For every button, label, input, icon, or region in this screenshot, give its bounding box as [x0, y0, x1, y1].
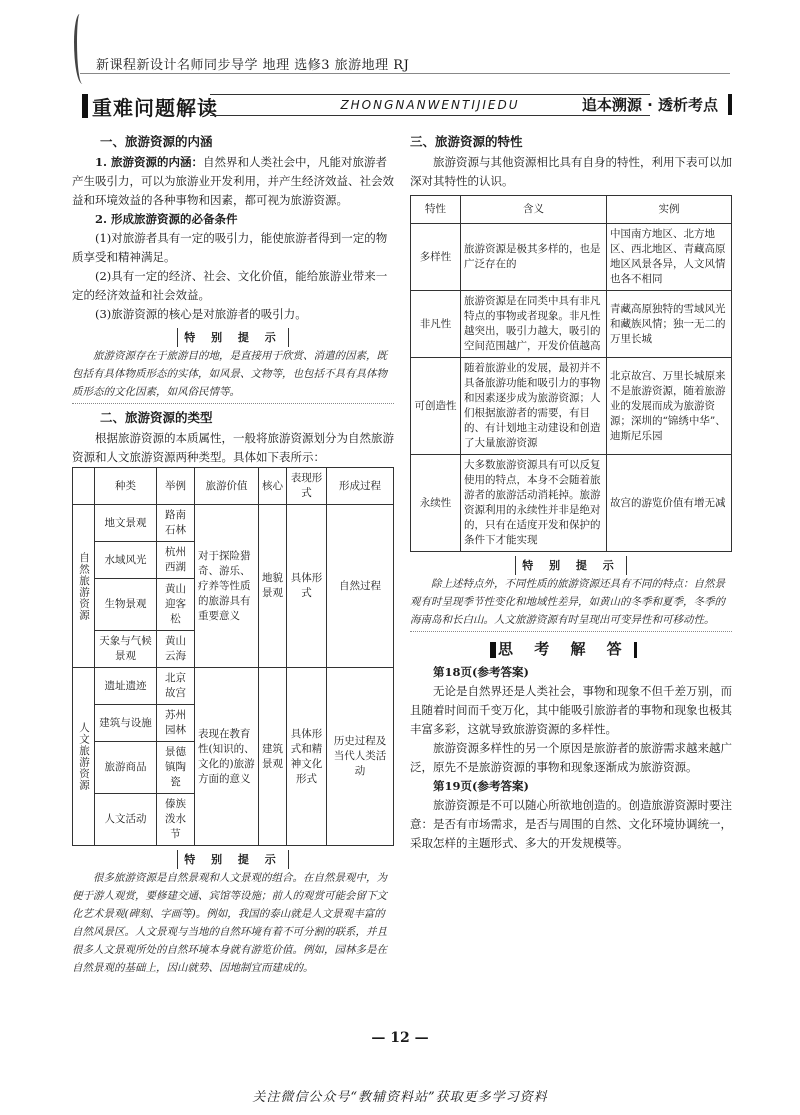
section-banner [82, 92, 732, 120]
section-1-para [72, 153, 394, 210]
table-header: 表现形式 [287, 468, 327, 505]
note-heading [72, 850, 394, 869]
table-cell: 地文景观 [95, 505, 157, 542]
heading-end-bar [634, 642, 637, 658]
table-corner [73, 468, 95, 505]
table-cell: 杭州西湖 [157, 542, 195, 579]
table-cell: 具体形式和精神文化形式 [287, 668, 327, 846]
table-header: 含义 [461, 196, 607, 224]
table-row [411, 358, 732, 455]
section-2-para: 根据旅游资源的本质属性，一般将旅游资源划分为自然旅游资源和人文旅游资源两种类型。具体如下表所示： [72, 431, 394, 464]
table-header: 核心 [259, 468, 287, 505]
note-text-3: 除上述特点外，不同性质的旅游资源还具有不同的特点：自然景观有时呈现季节性变化和地域性差异，如黄山的冬季和夏季，冬季的海南岛和长白山。人文旅游资源有时呈现出可变异性和可移动性。 [410, 575, 732, 632]
group-natural-label: 自然旅游资源 [78, 551, 90, 621]
banner-bar [82, 94, 88, 118]
table-cell: 随着旅游业的发展，最初并不具备旅游功能和吸引力的事物和因素逐步成为旅游资源；人们根据旅游者的需要，有目的、有计划地主动建设和创造了大量旅游资源 [461, 358, 607, 455]
table-cell: 可创造性 [411, 358, 461, 455]
table-cell: 旅游商品 [95, 742, 157, 794]
section-3-para: 旅游资源与其他资源相比具有自身的特性，利用下表可以加深对其特性的认识。 [410, 155, 732, 188]
footer-note: 关注微信公众号“教辅资料站”获取更多学习资料 [252, 1090, 548, 1105]
s1-condition-2: (2)具有一定的经济、社会、文化价值，能给旅游业带来一定的经济效益和社会效益。 [72, 269, 388, 302]
note-heading [72, 328, 394, 347]
table-header-row [411, 196, 732, 224]
banner-pinyin: ZHONGNANWENTIJIEDU [210, 94, 650, 116]
table-header: 举例 [157, 468, 195, 505]
banner-title: 重难问题解读 [92, 96, 218, 120]
table-cell: 黄山云海 [157, 631, 195, 668]
note-label: 特 别 提 示 [177, 850, 289, 869]
table-cell: 青藏高原独特的雪域风光和藏族风情；独一无二的万里长城 [607, 291, 732, 358]
table-row [411, 455, 732, 552]
header-rule [80, 73, 730, 74]
table-cell: 遗址遗迹 [95, 668, 157, 705]
table-cell: 故宫的游览价值有增无减 [607, 455, 732, 552]
table-cell: 人文活动 [95, 794, 157, 846]
table-cell: 中国南方地区、北方地区、西北地区、青藏高原地区风景各异，人文风情也各不相同 [607, 224, 732, 291]
table-header: 特性 [411, 196, 461, 224]
table-cell: 景德镇陶瓷 [157, 742, 195, 794]
table-cell: 历史过程及当代人类活动 [327, 668, 394, 846]
note-text-1: 旅游资源存在于旅游目的地，是直接用于欣赏、消遣的因素，既包括有具体物质形态的实体，如风景、文物等，也包括不具有具体物质形态的文化因素，如风俗民情等。 [72, 347, 394, 404]
table-cell: 旅游资源是在同类中具有非凡特点的事物或者现象。非凡性越突出，吸引力越大，吸引的空间范围越广，开发价值越高 [461, 291, 607, 358]
note-label: 特 别 提 示 [177, 328, 289, 347]
table-cell: 傣族泼水节 [157, 794, 195, 846]
note-label: 特 别 提 示 [515, 556, 627, 575]
group-cell-natural [73, 505, 95, 668]
section-1-title: 一、旅游资源的内涵 [100, 134, 213, 149]
p19-label: 第19页(参考答案) [433, 779, 529, 793]
s1-p1-label: 1. 旅游资源的内涵： [95, 155, 204, 169]
table-cell: 地貌景观 [259, 505, 287, 668]
page-number: — 12 — [371, 1030, 429, 1046]
table-row [73, 668, 394, 705]
heading-bar [490, 642, 496, 658]
table-cell: 多样性 [411, 224, 461, 291]
book-title: 新课程新设计名师同步导学 地理 选修3 旅游地理 RJ [96, 58, 410, 73]
table-row [73, 505, 394, 542]
table-cell: 自然过程 [327, 505, 394, 668]
table-header-row [73, 468, 394, 505]
table-header: 旅游价值 [195, 468, 259, 505]
table-cell: 建筑景观 [259, 668, 287, 846]
table-row [411, 291, 732, 358]
table-cell: 北京故宫 [157, 668, 195, 705]
table-cell: 具体形式 [287, 505, 327, 668]
p19-answer: 旅游资源是不可以随心所欲地创造的。创造旅游资源时要注意：是否有市场需求，是否与周围的自然、文化环境协调统一，采取怎样的主题形式、多大的开发规模等。 [410, 798, 732, 850]
table-row [411, 224, 732, 291]
section-3-title: 三、旅游资源的特性 [410, 134, 523, 149]
table-header: 种类 [95, 468, 157, 505]
table-cell: 黄山迎客松 [157, 579, 195, 631]
table-cell: 生物景观 [95, 579, 157, 631]
table-cell: 非凡性 [411, 291, 461, 358]
section-2-title: 二、旅游资源的类型 [100, 410, 213, 425]
table-cell: 旅游资源是极其多样的，也是广泛存在的 [461, 224, 607, 291]
group-cell-human [73, 668, 95, 846]
table-cell: 水域风光 [95, 542, 157, 579]
s1-p1-text: 自然界和人类社会中，凡能对旅游者产生吸引力，可以为旅游业开发利用，并产生经济效益、社会效益和环境效益的各种事物和因素，都可视为旅游资源。 [72, 155, 394, 207]
think-title: 思 考 解 答 [498, 640, 630, 658]
page-header [0, 0, 800, 80]
table-header: 实例 [607, 196, 732, 224]
table-cell: 表现在教育性(知识的、文化的)旅游方面的意义 [195, 668, 259, 846]
table-cell: 对于探险猎奇、游乐、疗养等性质的旅游具有重要意义 [195, 505, 259, 668]
table-cell: 永续性 [411, 455, 461, 552]
p18-label: 第18页(参考答案) [433, 665, 529, 679]
s1-condition-1: (1)对旅游者具有一定的吸引力，能使旅游者得到一定的物质享受和精神满足。 [72, 231, 388, 264]
banner-subtitle: 追本溯源 · 透析考点 [582, 94, 732, 115]
s1-condition-3: (3)旅游资源的核心是对旅游者的吸引力。 [95, 307, 307, 321]
table-cell: 北京故宫、万里长城原来不是旅游资源，随着旅游业的发展而成为旅游资源；深圳的“锦绣中华”、迪斯尼乐园 [607, 358, 732, 455]
note-heading [410, 556, 732, 575]
table-cell: 苏州园林 [157, 705, 195, 742]
s1-p2-label: 2. 形成旅游资源的必备条件 [95, 212, 238, 226]
p18-answer-b: 旅游资源多样性的另一个原因是旅游者的旅游需求越来越广泛，原先不是旅游资源的事物和现象逐渐成为旅游资源。 [410, 741, 732, 774]
table-header: 形成过程 [327, 468, 394, 505]
table-cell: 建筑与设施 [95, 705, 157, 742]
table-cell: 路南石林 [157, 505, 195, 542]
resource-feature-table [410, 195, 732, 552]
resource-type-table [72, 467, 394, 846]
right-column [410, 130, 732, 853]
p18-answer-a: 无论是自然界还是人类社会，事物和现象不但千差万别，而且随着时间而千变万化，其中能吸引旅游者的事物和现象也极其丰富多彩，这就导致旅游资源的多样性。 [410, 684, 732, 736]
table-cell: 天象与气候景观 [95, 631, 157, 668]
left-column [72, 130, 394, 983]
think-answer-heading [490, 640, 732, 659]
note-text-2: 很多旅游资源是自然景观和人文景观的组合。在自然景观中，为便于游人观赏，要修建交通、宾馆等设施；前人的观赏可能会留下文化艺术景观(碑刻、字画等)。例如，我国的泰山就是人文景观丰富的自然风景区。人文景观与当地的自然环境有着不可分割的联系，并且很多人文景观所处的自然环境本身就有游览价值。例如，园林多是在自然景观的基础上，因山就势、因地制宜而建成的。 [72, 872, 387, 974]
group-human-label: 人文旅游资源 [78, 722, 90, 791]
table-cell: 大多数旅游资源具有可以反复使用的特点，本身不会随着旅游者的旅游活动消耗掉。旅游资源利用的永续性并非是绝对的，只有在适度开发和保护的条件下才能实现 [461, 455, 607, 552]
